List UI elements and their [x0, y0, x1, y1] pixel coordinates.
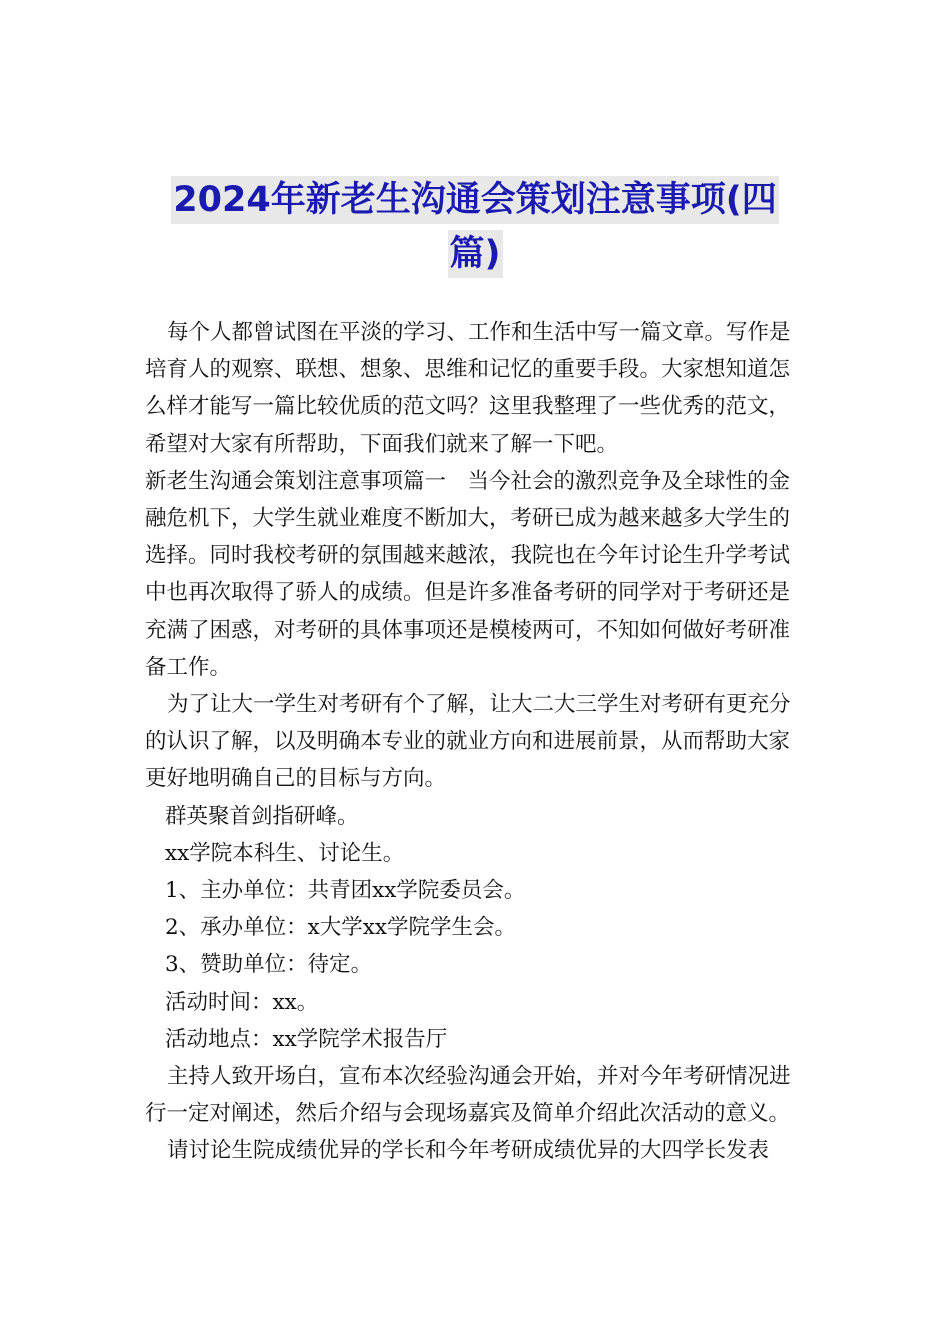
- paragraph-sponsor: 3、赞助单位：待定。: [165, 952, 373, 978]
- paragraph-opening: 主持人致开场白，宣布本次经验沟通会开始，并对今年考研情况进行一定对阐述，然后介绍与会现场嘉宾及简单介绍此次活动的意义。: [145, 1064, 791, 1127]
- paragraph-purpose: 为了让大一学生对考研有个了解，让大二大三学生对考研有更充分的认识了解，以及明确本专业的就业方向和进展前景，从而帮助大家更好地明确自己的目标与方向。: [145, 692, 791, 792]
- paragraph-intro: 每个人都曾试图在平淡的学习、工作和生活中写一篇文章。写作是培育人的观察、联想、想象、思维和记忆的重要手段。大家想知道怎么样才能写一篇比较优质的范文吗？这里我整理了一些优秀的范文，希望对大家有所帮助，下面我们就来了解一下吧。: [145, 320, 791, 457]
- title-line-2: 篇): [448, 230, 503, 278]
- paragraph-section-one: 新老生沟通会策划注意事项篇一 当今社会的激烈竞争及全球性的金融危机下，大学生就业难度不断加大，考研已成为越来越多大学生的选择。同时我校考研的氛围越来越浓，我院也在今年讨论生升学考试中也再次取得了骄人的成绩。但是许多准备考研的同学对于考研还是充满了困惑，对考研的具体事项还是模棱两可，不知如何做好考研准备工作。: [145, 468, 791, 680]
- document-title: [150, 176, 800, 278]
- paragraph-organizer: 1、主办单位：共青团xx学院委员会。: [165, 878, 526, 904]
- paragraph-location: 活动地点：xx学院学术报告厅: [165, 1026, 448, 1052]
- paragraph-time: 活动时间：xx。: [165, 989, 319, 1015]
- paragraph-theme: 群英聚首剑指研峰。: [165, 803, 359, 829]
- title-line-1: 2024年新老生沟通会策划注意事项(四: [171, 176, 778, 224]
- paragraph-host: 2、承办单位：x大学xx学院学生会。: [165, 915, 517, 941]
- paragraph-speakers: 请讨论生院成绩优异的学长和今年考研成绩优异的大四学长发表: [167, 1138, 770, 1164]
- paragraph-audience: xx学院本科生、讨论生。: [165, 840, 405, 866]
- document-body: [145, 314, 807, 1170]
